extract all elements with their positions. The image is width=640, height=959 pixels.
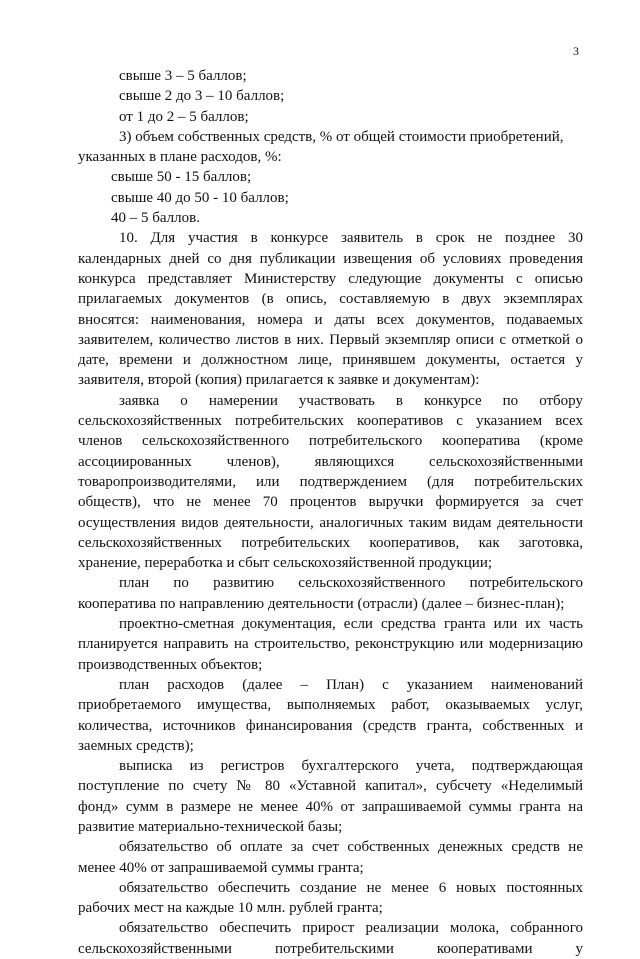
- text-line: заявка о намерении участвовать в конкурсе по отбору: [119, 392, 583, 409]
- text-line: заявителем, количество листов в них. Первый экземпляр описи с отметкой о: [78, 331, 583, 348]
- text-line: свыше 50 - 15 баллов;: [111, 169, 252, 186]
- text-line: кооператива по направлению деятельности (отрасли) (далее – бизнес-план);: [78, 595, 565, 612]
- text-line: планируется направить на строительство, реконструкцию или модернизацию: [78, 636, 583, 653]
- text-line: календарных дней со дня публикации извещения об условиях проведения: [78, 250, 583, 267]
- text-line: конкурса представляет Министерству следующие документы с описью: [78, 270, 583, 287]
- text-line: товаропроизводителями, или подтверждением (для потребительских: [78, 473, 583, 490]
- text-line: обязательство об оплате за счет собственных денежных средств не: [119, 839, 583, 856]
- document-body: [78, 66, 583, 959]
- text-line: сельскохозяйственных потребительских кооперативов с указанием всех: [78, 413, 583, 430]
- text-line: менее 40% от запрашиваемой суммы гранта;: [78, 859, 364, 876]
- text-line: проектно-сметная документация, если средства гранта или их часть: [119, 616, 583, 633]
- text-line: от 1 до 2 – 5 баллов;: [119, 108, 249, 125]
- text-line: членов сельскохозяйственного потребительского кооператива (кроме: [78, 433, 583, 450]
- text-line: обязательство обеспечить создание не менее 6 новых постоянных: [119, 879, 583, 896]
- page-number: 3: [573, 44, 579, 58]
- text-line: рабочих мест на каждые 10 млн. рублей гранта;: [78, 900, 383, 917]
- text-line: заявителя, второй (копия) прилагается к заявке и документам):: [78, 372, 480, 389]
- text-line: развитие материально-технической базы;: [78, 818, 343, 835]
- text-line: 40 – 5 баллов.: [111, 210, 200, 227]
- text-line: обязательство обеспечить прирост реализации молока, собранного: [119, 920, 583, 937]
- text-line: ассоциированных членов), являющихся сельскохозяйственными: [78, 453, 583, 470]
- text-line: обществ), что не менее 70 процентов выручки формируется за счет: [78, 494, 583, 511]
- text-line: вносятся: наименования, номера и даты всех документов, подаваемых: [78, 311, 583, 328]
- text-line: хранение, переработка и сбыт сельскохозяйственной продукции;: [78, 555, 493, 572]
- text-line: 3) объем собственных средств, % от общей стоимости приобретений,: [119, 128, 564, 145]
- text-line: производственных объектов;: [78, 656, 263, 673]
- text-line: план по развитию сельскохозяйственного потребительского: [119, 575, 583, 592]
- text-line: план расходов (далее – План) с указанием наименований: [119, 676, 583, 693]
- text-line: осуществления видов деятельности, аналогичных таким видам деятельности: [78, 514, 583, 531]
- text-line: сельскохозяйственных потребительских кооперативов, как заготовка,: [78, 534, 583, 551]
- text-line: свыше 3 – 5 баллов;: [119, 68, 247, 84]
- text-line: поступление по счету № 80 «Уставной капитал», субсчету «Неделимый: [78, 778, 583, 795]
- text-line: приобретаемого имущества, выполняемых работ, оказываемых услуг,: [78, 697, 583, 714]
- text-line: прилагаемых документов (в опись, составляемую в двух экземплярах: [78, 291, 583, 308]
- text-line: фонд» сумм в размере не менее 40% от запрашиваемой суммы гранта на: [78, 798, 583, 815]
- text-line: количества, источников финансирования (средств гранта, собственных и: [78, 717, 583, 734]
- text-line: 10. Для участия в конкурсе заявитель в срок не позднее 30: [119, 230, 583, 247]
- text-line: заемных средств);: [78, 737, 194, 754]
- text-line: сельскохозяйственными потребительскими кооперативами у: [78, 940, 583, 957]
- text-line: свыше 2 до 3 – 10 баллов;: [119, 88, 285, 105]
- text-line: свыше 40 до 50 - 10 баллов;: [111, 189, 289, 206]
- text-line: выписка из регистров бухгалтерского учета, подтверждающая: [119, 758, 583, 775]
- text-line: указанных в плане расходов, %:: [78, 149, 282, 166]
- text-line: дате, времени и должностном лице, принявшем документы, остается у: [78, 352, 583, 369]
